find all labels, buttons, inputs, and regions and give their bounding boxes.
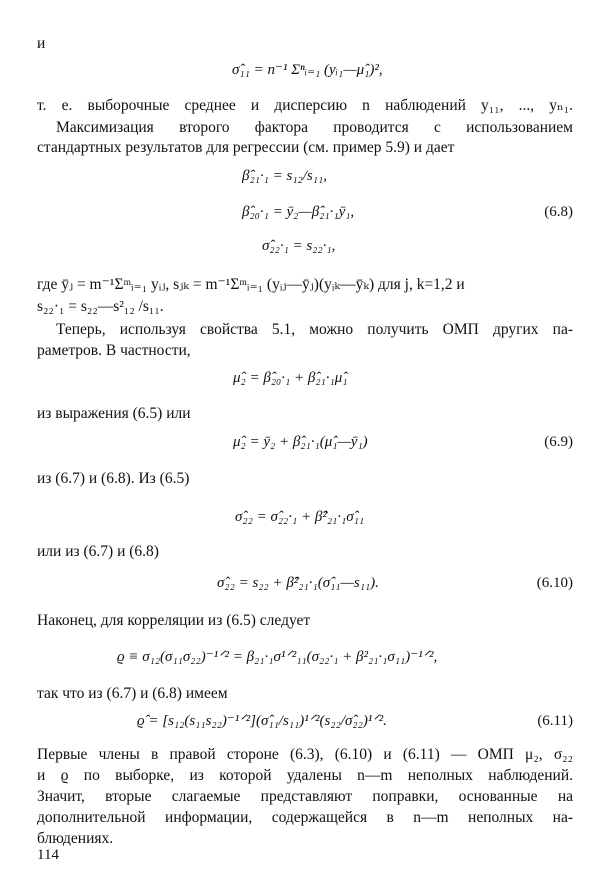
equation-number: (6.9) [544, 434, 573, 450]
text-line: и ϱ по выборке, из которой удалены n—m неполных наблюдений. [37, 767, 573, 784]
equation-sigma22 [37, 505, 573, 535]
formula: σ̂₁₁ = n⁻¹ Σⁿᵢ₌₁ (yᵢ₁—μ̂₁)², [232, 62, 383, 78]
text-line: так что из (6.7) и (6.8) имеем [37, 685, 228, 702]
page-number: 114 [37, 847, 59, 863]
text-line: Первые члены в правой стороне (6.3), (6.10) и (6.11) — ОМП μ₂, σ₂₂ [37, 746, 573, 763]
equation-number: (6.11) [537, 713, 573, 729]
text-line: стандартных результатов для регрессии (см. пример 5.9) и дает [37, 139, 455, 156]
text-line: из выражения (6.5) или [37, 405, 191, 422]
equation-mu2 [37, 366, 573, 396]
equation-beta20 [37, 200, 573, 230]
equation-number: (6.10) [536, 575, 573, 591]
formula: β̂₂₀·₁ = ȳ₂—β̂₂₁·₁ȳ₁, [242, 204, 355, 220]
equation-mu2-alt [37, 430, 573, 460]
equation-sigma22-1 [37, 234, 573, 264]
text-line: Значит, вторые слагаемые представляют поправки, основанные на [37, 788, 573, 805]
text-line: раметров. В частности, [37, 342, 191, 359]
equation-sigma11 [37, 58, 573, 88]
text-line: или из (6.7) и (6.8) [37, 543, 159, 560]
formula: μ̂₂ = β̂₂₀·₁ + β̂₂₁·₁μ̂₁ [233, 370, 348, 386]
formula: β̂₂₁·₁ = s₁₂/s₁₁, [242, 168, 327, 184]
equation-sigma22-alt [37, 571, 573, 601]
text-line: Теперь, используя свойства 5.1, можно получить ОМП других па- [56, 321, 573, 338]
formula: σ̂₂₂·₁ = s₂₂·₁, [262, 238, 336, 254]
formula: ϱ̂ = [s₁₂(s₁₁s₂₂)⁻¹ᐟ²](σ̂₁₁/s₁₁)¹ᐟ²(s₂₂/σ̂₂₂)¹ᐟ². [137, 713, 387, 729]
formula: σ̂₂₂ = s₂₂ + β̂²₂₁·₁(σ̂₁₁—s₁₁). [217, 575, 379, 591]
equation-rho-hat [37, 709, 573, 739]
formula: ϱ ≡ σ₁₂(σ₁₁σ₂₂)⁻¹ᐟ² = β₂₁·₁σ¹ᐟ²₁₁(σ₂₂·₁ + β²₂₁·₁σ₁₁)⁻¹ᐟ², [117, 649, 438, 665]
text-line: из (6.7) и (6.8). Из (6.5) [37, 470, 190, 487]
equation-beta21 [37, 164, 573, 194]
text-line: где ȳⱼ = m⁻¹Σᵐᵢ₌₁ yᵢⱼ, sⱼₖ = m⁻¹Σᵐᵢ₌₁ (yᵢⱼ—ȳⱼ)(yᵢₖ—ȳₖ) для j, k=1,2 и [37, 276, 465, 293]
text-line: дополнительной информации, содержащейся в n—m неполных на- [37, 809, 573, 826]
equation-rho [37, 645, 573, 675]
text-line: блюдениях. [37, 830, 114, 847]
text-line: Наконец, для корреляции из (6.5) следует [37, 612, 311, 629]
text-line: т. е. выборочные среднее и дисперсию n наблюдений y₁₁, ..., yₙ₁. [37, 97, 573, 114]
formula: σ̂₂₂ = σ̂₂₂·₁ + β̂²₂₁·₁σ̂₁₁ [235, 509, 365, 525]
formula: μ̂₂ = ȳ₂ + β̂₂₁·₁(μ̂₁—ȳ₁) [233, 434, 368, 450]
equation-number: (6.8) [544, 204, 573, 220]
text-line: и [37, 35, 46, 52]
text-line: s₂₂·₁ = s₂₂—s²₁₂ /s₁₁. [37, 298, 164, 315]
text-line: Максимизация второго фактора проводится с использованием [56, 119, 573, 136]
